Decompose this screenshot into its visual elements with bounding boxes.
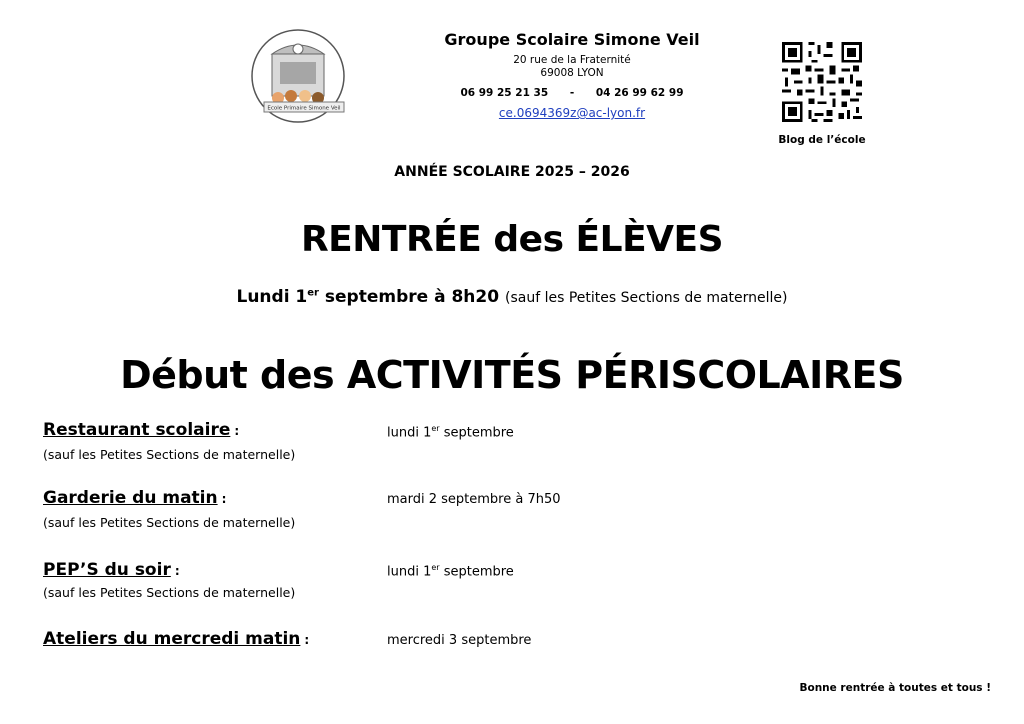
activity-label-text: Garderie du matin	[43, 488, 218, 508]
activity-peps-date	[387, 563, 514, 579]
rentree-date-rest: septembre à 8h20	[318, 287, 505, 307]
activity-ateliers-label	[43, 629, 309, 649]
activity-date-text: lundi 1	[387, 564, 432, 580]
activity-colon: :	[221, 492, 227, 506]
address-street: 20 rue de la Fraternité	[513, 54, 631, 66]
qr-code-label: Blog de l’école	[778, 134, 866, 146]
email-link[interactable]: ce.0694369z@ac-lyon.fr	[498, 106, 646, 120]
activity-label-text: Restaurant scolaire	[43, 420, 231, 440]
activity-restaurant-note: (sauf les Petites Sections de maternelle)	[43, 447, 296, 462]
activity-garderie-date	[387, 492, 561, 507]
phone-separator: -	[569, 87, 575, 99]
rentree-date-main: Lundi 1	[236, 287, 308, 307]
activity-colon: :	[234, 424, 240, 438]
activity-colon: :	[304, 633, 310, 647]
school-name: Groupe Scolaire Simone Veil	[444, 30, 700, 49]
activity-garderie-note: (sauf les Petites Sections de maternelle)	[43, 515, 296, 530]
footer-message: Bonne rentrée à toutes et tous !	[799, 682, 991, 694]
phone-1: 06 99 25 21 35	[460, 87, 549, 99]
activity-label-text: PEP’S du soir	[43, 560, 171, 580]
activity-label-text: Ateliers du mercredi matin	[43, 629, 301, 649]
activity-date-rest: septembre	[439, 425, 514, 441]
logo-text: Ecole Primaire Simone Veil	[267, 105, 341, 112]
rentree-note: (sauf les Petites Sections de maternelle)	[505, 290, 788, 306]
email-container	[0, 106, 1024, 120]
address-city: 69008 LYON	[540, 67, 604, 79]
activity-date-sup: er	[431, 424, 440, 433]
phone-2: 04 26 99 62 99	[595, 87, 684, 99]
activity-ateliers-date	[387, 633, 531, 648]
phone-numbers	[0, 87, 1024, 99]
activity-peps-note: (sauf les Petites Sections de maternelle)	[43, 585, 296, 600]
school-year: ANNÉE SCOLAIRE 2025 – 2026	[394, 164, 630, 180]
activity-date-text: mercredi 3 septembre	[387, 633, 532, 648]
activity-peps-label	[43, 560, 180, 580]
activity-date-text: mardi 2 septembre à 7h50	[387, 492, 561, 507]
activity-garderie-label	[43, 488, 226, 508]
activity-date-text: lundi 1	[387, 425, 432, 441]
qr-code-icon[interactable]	[779, 39, 865, 125]
rentree-title: RENTRÉE des ÉLÈVES	[300, 219, 724, 260]
rentree-date	[0, 287, 1024, 307]
activity-restaurant-date	[387, 424, 514, 440]
periscolaire-title: Début des ACTIVITÉS PÉRISCOLAIRES	[120, 353, 904, 397]
rentree-date-sup: er	[307, 287, 319, 299]
activity-date-rest: septembre	[439, 564, 514, 580]
activity-colon: :	[174, 564, 180, 578]
activity-restaurant-label	[43, 420, 239, 440]
activity-date-sup: er	[431, 563, 440, 572]
